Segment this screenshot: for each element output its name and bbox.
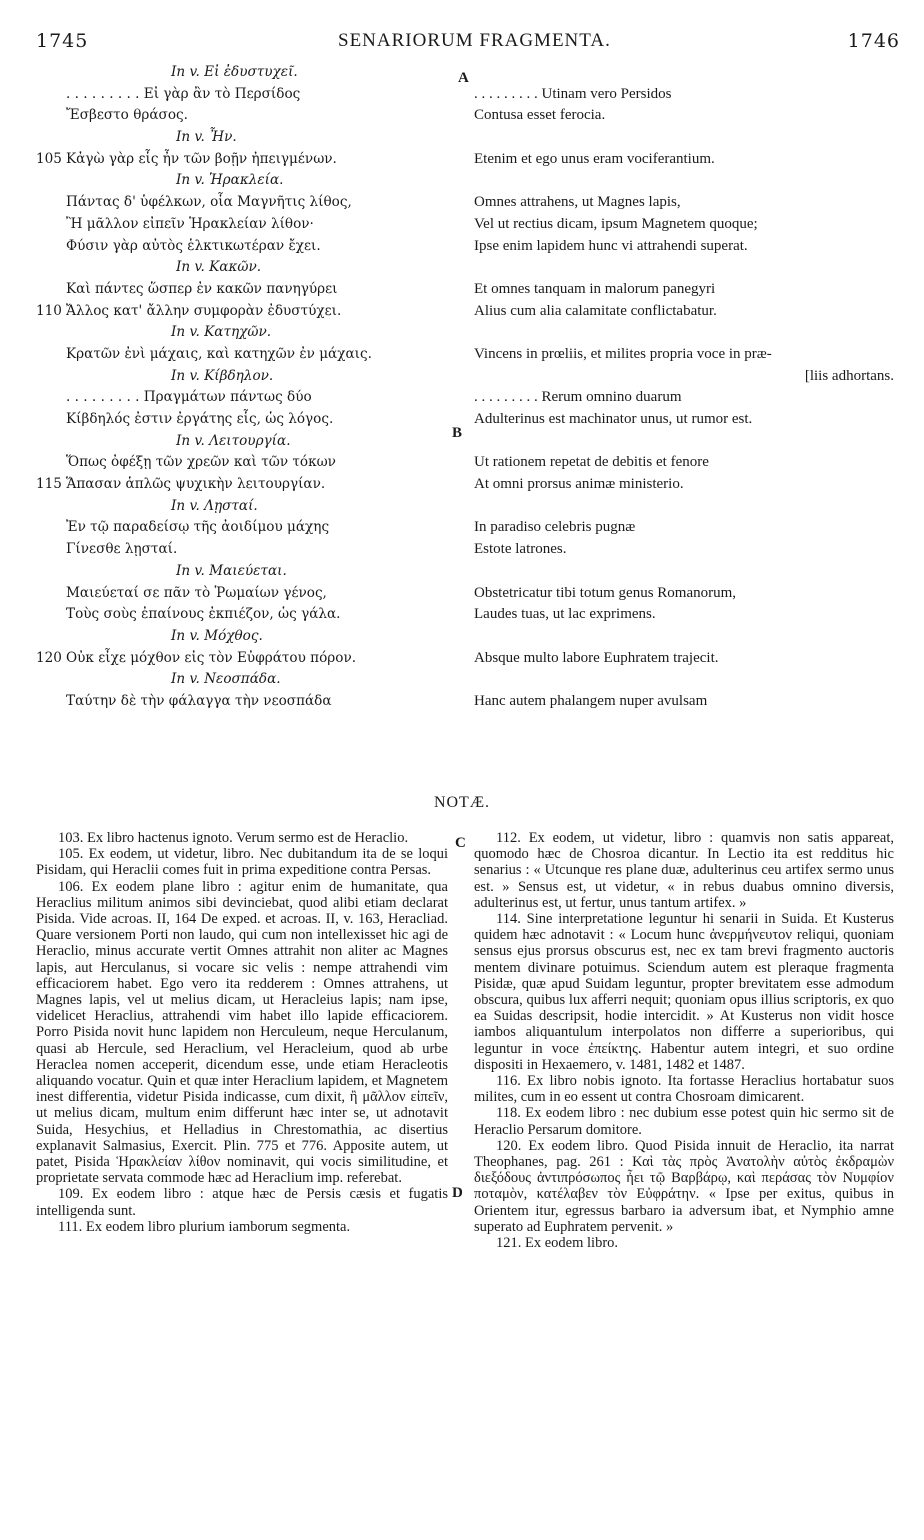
note-paragraph: 109. Ex eodem libro : atque hæc de Persis cæsis et fugatis intelligenda sunt. bbox=[36, 1186, 448, 1219]
greek-verse-text: Γίνεσθε λῃσταί. bbox=[66, 541, 178, 558]
lemma-heading: In v. Ἡρακλεία. bbox=[176, 172, 284, 189]
greek-verse-text: Ἢ μᾶλλον εἰπεῖν Ἡρακλείαν λίθον· bbox=[66, 215, 314, 232]
notes-title: NOTÆ. bbox=[433, 794, 491, 811]
greek-verse-line bbox=[36, 192, 446, 214]
page-number-right: 1746 bbox=[847, 30, 900, 52]
greek-verse-line bbox=[36, 604, 446, 626]
greek-verse-text: . . . . . . . . . Πραγμάτων πάντως δύο bbox=[66, 389, 312, 406]
latin-verse-line bbox=[474, 561, 894, 583]
latin-verse-line: . . . . . . . . . Rerum omnino duarum bbox=[474, 389, 682, 406]
greek-verse-line bbox=[36, 539, 446, 561]
lemma-heading: In v. Λειτουργία. bbox=[176, 432, 291, 449]
lemma-heading: In v. Κίβδηλον. bbox=[171, 367, 274, 384]
greek-verse-line bbox=[36, 214, 446, 236]
greek-verse-text: Κἀγὼ γὰρ εἷς ἦν τῶν βοῇν ἠπειγμένων. bbox=[66, 150, 337, 167]
latin-verse-line: Omnes attrahens, ut Magnes lapis, bbox=[474, 194, 681, 211]
latin-verse-line bbox=[474, 62, 894, 84]
verse-number: 120 bbox=[36, 649, 62, 666]
verse-number: 110 bbox=[36, 302, 62, 319]
latin-verse-line: [liis adhortans. bbox=[804, 367, 894, 384]
latin-verse-line: Et omnes tanquam in malorum panegyri bbox=[474, 280, 716, 297]
notes-left-column bbox=[36, 830, 448, 1235]
greek-verse-text: Ἐν τῷ παραδείσῳ τῆς ἀοιδίμου μάχης bbox=[66, 519, 330, 536]
margin-letter-b: B bbox=[452, 425, 463, 441]
latin-verse-line: Absque multo labore Euphratem trajecit. bbox=[474, 649, 719, 666]
verse-number: 105 bbox=[36, 150, 62, 167]
latin-verse-line: Contusa esset ferocia. bbox=[474, 107, 606, 124]
greek-text-column bbox=[36, 62, 446, 713]
note-paragraph: 112. Ex eodem, ut videtur, libro : quamvis non satis appareat, quomodo hæc de Chosroa dicantur. In Lectio ita est redditus hic senarius : « Utcunque res plane duæ, adulterinus ceu artifex sermo unus est. » Sensus est, ut videtur, « in rebus duabus omnino diversis, adulterinus est, ut fertur, unus tantum artifex. » bbox=[474, 830, 894, 911]
latin-translation-column bbox=[474, 62, 894, 713]
greek-verse-text: Ἄλλος κατ' ἄλλην συμφορὰν ἐδυστύχει. bbox=[66, 302, 342, 319]
latin-verse-line bbox=[474, 127, 894, 149]
latin-verse-line bbox=[474, 669, 894, 691]
latin-verse-line: Vel ut rectius dicam, ipsum Magnetem quoque; bbox=[474, 215, 758, 232]
greek-verse-text: Κίβδηλός ἐστιν ἐργάτης εἷς, ὡς λόγος. bbox=[66, 411, 334, 427]
greek-verse-line bbox=[36, 279, 446, 301]
lemma-heading: In v. Κακῶν. bbox=[176, 259, 262, 276]
note-paragraph: 103. Ex libro hactenus ignoto. Verum sermo est de Heraclio. bbox=[58, 830, 409, 846]
margin-letter-d: D bbox=[452, 1185, 463, 1201]
greek-verse-text: Καὶ πάντες ὥσπερ ἐν κακῶν πανηγύρει bbox=[66, 280, 338, 297]
note-paragraph: 116. Ex libro nobis ignoto. Ita fortasse Heraclius hortabatur suos milites, cum in eo essent ut contra Chosroam dimicarent. bbox=[474, 1073, 894, 1106]
greek-verse-text: Πάντας δ' ὑφέλκων, οἷα Μαγνῆτις λίθος, bbox=[66, 194, 352, 211]
running-head-title: SENARIORUM FRAGMENTA. bbox=[338, 30, 611, 51]
greek-verse-text: Τοὺς σοὺς ἐπαίνους ἐκπιέζον, ὡς γάλα. bbox=[66, 606, 341, 623]
margin-letter-a: A bbox=[458, 70, 469, 86]
note-paragraph: 118. Ex eodem libro : nec dubium esse potest quin hic sermo sit de Heraclio Persarum domitore. bbox=[474, 1105, 894, 1138]
margin-letter-c: C bbox=[455, 835, 466, 851]
greek-verse-line bbox=[36, 344, 446, 366]
note-paragraph: 106. Ex eodem plane libro : agitur enim de humanitate, qua Heraclius militum animos sibi devinciebat, quod alibi etiam declarat Pisida. Vide acroas. II, 164 De exped. et acroas. II, v. 163, Heracliad. Quare versionem Porti non laudo, qui cum non intellexisset hic agi de Heraclio, minus accurate vertit Omnes attrahit non aliter ac Magnes lapis, aut Herculanus, si vocare sic velis : nempe attrahendi vim efficaciorem habet. Ego vero ita redderem : Omnes attrahens, ut Magnes lapis, vel ut melius dicam, ut Heracleius lapis; nam ipse, videlicet Heraclius, attrahendi vim habet illo lapide efficaciorem. Porro Pisida novit hunc lapidem non Herculeum, neque Herculanum, quasi ab Hercule, sed Heraclium, vel Heracleium, quod ab urbe Heraclea nomen acceperit, dicendum esse, unde etiam Heracleotis aliquando vocatur. Quin et quæ inter Heraclium lapidem, et Magnetem inest differentia, videtur Pisida indicasse, cum dixit, ἢ μᾶλλον εἰπεῖν, ut melius dicam, multum enim differunt hæc inter se, ut adnotavit Suida, Hesychius, et Helladius in Chrestomathia, ac disertius explanavit Salmasius, Exercit. Plin. 775 et 776. Apposite autem, ut patet, Pisida Ἡρακλείαν λίθον nominavit, qui vocis similitudine, et proprietate servata commode hæc ad Heraclium imp. referebat. bbox=[36, 878, 448, 1187]
greek-verse-line bbox=[36, 301, 446, 323]
greek-verse-line bbox=[36, 236, 446, 258]
note-paragraph: 105. Ex eodem, ut videtur, libro. Nec dubitandum ita de se loqui Pisidam, qui Heraclii comes fuit in prima expeditione contra Persas. bbox=[36, 846, 448, 879]
latin-verse-line bbox=[474, 496, 894, 518]
latin-verse-line bbox=[474, 626, 894, 648]
lemma-heading: In v. Μαιεύεται. bbox=[176, 562, 287, 579]
latin-verse-line: At omni prorsus animæ ministerio. bbox=[474, 476, 684, 493]
lemma-heading: In v. Νεοσπάδα. bbox=[171, 671, 281, 688]
latin-verse-line: Ipse enim lapidem hunc vi attrahendi superat. bbox=[474, 237, 748, 254]
greek-verse-text: Μαιεύεταί σε πᾶν τὸ Ῥωμαίων γένος, bbox=[66, 584, 327, 601]
latin-verse-line: Adulterinus est machinator unus, ut rumor est. bbox=[474, 411, 753, 427]
latin-verse-line bbox=[474, 431, 894, 453]
greek-verse-line bbox=[36, 149, 446, 171]
greek-verse-line bbox=[36, 387, 446, 409]
latin-verse-line bbox=[474, 170, 894, 192]
latin-verse-line: . . . . . . . . . Utinam vero Persidos bbox=[474, 85, 672, 102]
latin-verse-line: Estote latrones. bbox=[474, 541, 567, 558]
latin-verse-line: Etenim et ego unus eram vociferantium. bbox=[474, 150, 715, 167]
greek-verse-text: . . . . . . . . . Εἰ γὰρ ἂν τὸ Περσίδος bbox=[66, 85, 301, 102]
greek-verse-line bbox=[36, 105, 446, 127]
greek-verse-text: Κρατῶν ἐνὶ μάχαις, καὶ κατηχῶν ἐν μάχαις. bbox=[66, 345, 372, 362]
greek-verse-line bbox=[36, 474, 446, 496]
latin-verse-line bbox=[474, 322, 894, 344]
lemma-heading: In v. Κατηχῶν. bbox=[171, 324, 272, 341]
greek-verse-line bbox=[36, 648, 446, 670]
greek-verse-text: Ἔσβεστο θράσος. bbox=[66, 107, 188, 124]
greek-verse-line bbox=[36, 691, 446, 713]
greek-verse-line bbox=[36, 84, 446, 106]
verse-number: 115 bbox=[36, 476, 62, 493]
greek-verse-text: Ἅπασαν ἁπλῶς ψυχικὴν λειτουργίαν. bbox=[66, 476, 326, 493]
note-paragraph: 121. Ex eodem libro. bbox=[496, 1235, 619, 1252]
lemma-heading: In v. Λῃσταί. bbox=[171, 497, 258, 514]
latin-verse-line: Ut rationem repetat de debitis et fenore bbox=[474, 454, 709, 471]
lemma-heading: In v. Εἰ ἐδυστυχεῖ. bbox=[171, 64, 298, 80]
greek-verse-text: Οὐκ εἶχε μόχθον εἰς τὸν Εὐφράτου πόρον. bbox=[66, 649, 357, 666]
latin-verse-line bbox=[474, 257, 894, 279]
lemma-heading: In v. Μόχθος. bbox=[171, 627, 263, 644]
latin-verse-line: Alius cum alia calamitate conflictabatur. bbox=[474, 302, 717, 319]
running-header bbox=[0, 30, 924, 54]
latin-verse-line: Obstetricatur tibi totum genus Romanorum, bbox=[474, 584, 737, 601]
latin-verse-line: In paradiso celebris pugnæ bbox=[474, 519, 636, 536]
greek-verse-text: Ὅπως ὀφέξῃ τῶν χρεῶν καὶ τῶν τόκων bbox=[66, 454, 336, 471]
note-paragraph: 111. Ex eodem libro plurium iamborum segmenta. bbox=[58, 1218, 351, 1235]
latin-verse-line: Vincens in prœliis, et milites propria voce in præ- bbox=[474, 345, 772, 362]
latin-verse-line: Laudes tuas, ut lac exprimens. bbox=[474, 606, 656, 623]
note-paragraph: 120. Ex eodem libro. Quod Pisida innuit de Heraclio, ita narrat Theophanes, pag. 261 : Καὶ τὰς πρὸς Ἀνατολὴν αὐτὸς ἐκδραμὼν διεξόδους ἀντιπρόσωπος ἦει τῷ Βαρβάρῳ, καὶ περάσας τὸν Νυμφίον ποταμὸν, κατέλαβεν τὸν Εὐφράτην. « Ipse per exitus, quibus in Orientem itur, egressus barbaro ia adversum ibat, et Nymphio amne superato ad Euphratem pervenit. » bbox=[474, 1137, 894, 1235]
greek-verse-line bbox=[36, 517, 446, 539]
notes-right-column bbox=[474, 830, 894, 1251]
greek-verse-text: Φύσιν γὰρ αὐτὸς ἑλκτικωτέραν ἔχει. bbox=[66, 237, 321, 254]
greek-verse-line bbox=[36, 452, 446, 474]
greek-verse-text: Ταύτην δὲ τὴν φάλαγγα τὴν νεοσπάδα bbox=[66, 692, 332, 709]
note-paragraph: 114. Sine interpretatione leguntur hi senarii in Suida. Et Kusterus quidem hæc adnotavit : « Locum hunc ἀνερμήνευτον reliqui, quoniam sensus ejus prorsus obscurus est, nec ex tam brevi fragmento auctoris mentem divinare potuimus. Sciendum autem est pleraque fragmenta Pisidæ, quæ apud Suidam leguntur, propter brevitatem esse admodum obscura, quibus lux afferri nequit; quoniam opus illius scriptoris, ex quo ea Suidas descripsit, hodie intercidit. » At Kusterus non vidit hosce iambos aliquantulum interpolatos non differre a superioribus, qui leguntur in voce ἐπείκτης. Habentur autem integri, et suo ordine dispositi in Hexaemero, v. 1481, 1482 et 1487. bbox=[474, 911, 894, 1073]
lemma-heading: In v. Ἦν. bbox=[176, 129, 237, 146]
greek-verse-line bbox=[36, 583, 446, 605]
page-number-left: 1745 bbox=[36, 30, 89, 52]
greek-verse-line bbox=[36, 409, 446, 431]
latin-verse-line: Hanc autem phalangem nuper avulsam bbox=[474, 692, 708, 709]
